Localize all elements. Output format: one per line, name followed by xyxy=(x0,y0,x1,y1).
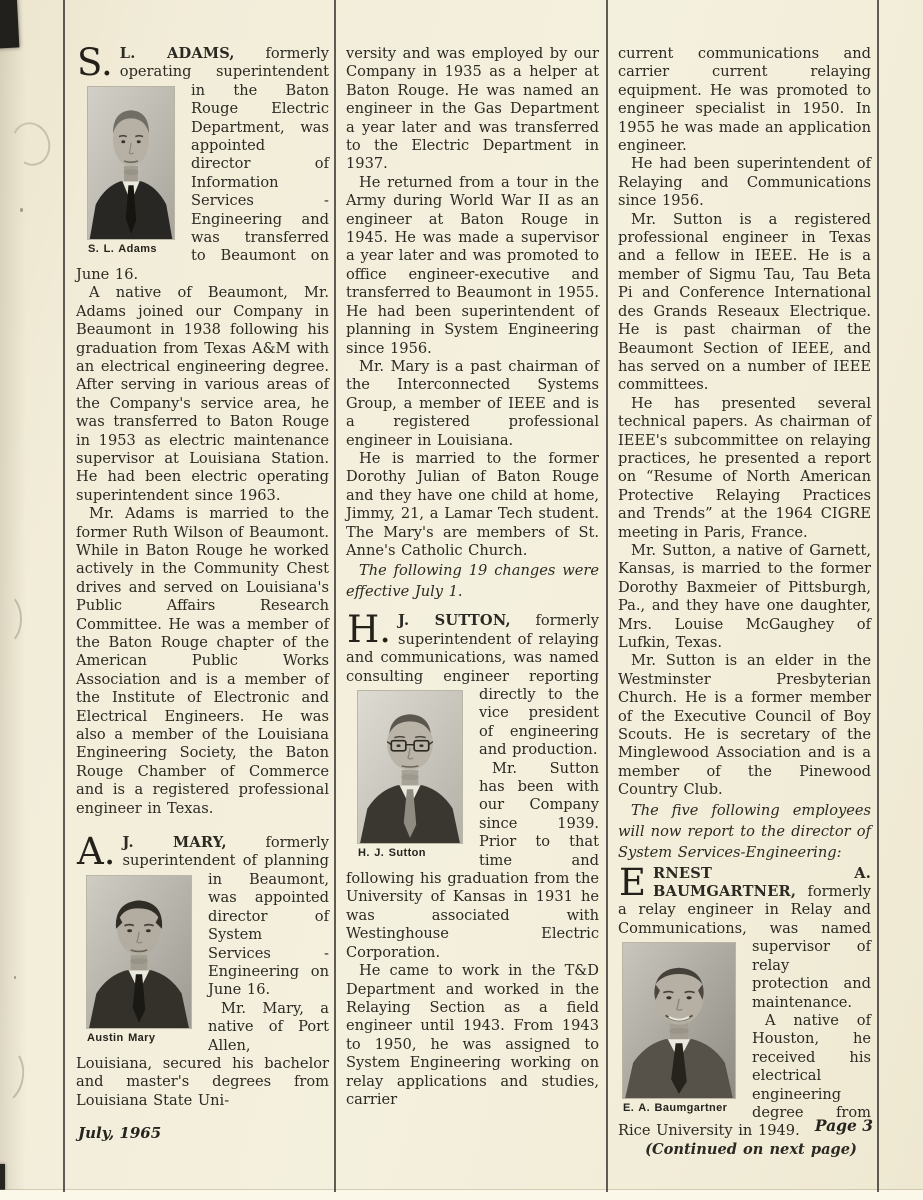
mary-intro-paragraph xyxy=(76,830,329,1044)
mary-paragraph-4: Mr. Mary is a past chairman of the Interconnected Systems Group, a member of IEEE and is a registered professional engineer in Louisiana. xyxy=(346,357,599,449)
mary-paragraph-5: He is married to the former Dorothy Julian of Baton Rouge and they have one child at home, Jimmy, 21, a Lamar Tech student. The Mary's are members of St. Anne's Catholic Church. xyxy=(346,449,599,559)
sutton-paragraph-4: He had been superintendent of Relaying and Communications since 1956. xyxy=(618,155,871,210)
scan-bottom-edge xyxy=(0,1190,923,1200)
column-divider-right xyxy=(877,0,879,1192)
photo-e-a-baumgartner xyxy=(623,943,735,1117)
photo-austin-mary xyxy=(87,876,191,1047)
article-baumgartner xyxy=(618,860,871,1141)
sutton-intro-paragraph xyxy=(346,608,599,859)
photo-caption-sutton: H. J. Sutton xyxy=(358,847,426,859)
scan-speck xyxy=(20,208,23,212)
footer-page-number: Page 3 xyxy=(814,1116,873,1135)
column-3 xyxy=(618,45,871,1159)
photo-s-l-adams xyxy=(88,87,174,258)
sutton-intro-post: to the vice president of engineering and production. xyxy=(479,686,599,759)
sutton-paragraph-7: Mr. Sutton, a native of Garnett, Kansas, is married to the former Dorothy Baxmeier of Pittsburgh, Pa., and they have one daughter, Mrs. Louise McGaughey of Lufkin, Texas. xyxy=(618,541,871,651)
column-1 xyxy=(76,41,330,1110)
article-sutton xyxy=(346,608,599,1109)
baumgartner-paragraph-2: A native of Houston, he received his electrical engineering degree from Rice University in 1949. xyxy=(618,1011,871,1140)
column-2 xyxy=(346,45,599,1109)
column-divider-2 xyxy=(606,0,608,1192)
mary-intro-post: Beaumont, was appointed director of System Services - Engineering on June 16. xyxy=(208,870,329,999)
photo-caption-mary: Austin Mary xyxy=(87,1031,156,1044)
mary-paragraph-3: He returned from a tour in the Army during World War II as an engineer at Baton Rouge in 1945. He was made a supervisor a year later and was promoted to office engineer-executive and transferred to Beaumont in 1955. He had been superintendent of planning in System Engineering since 1956. xyxy=(346,173,599,357)
portrait-mary-image xyxy=(87,876,191,1028)
scan-artifact-bottom-left xyxy=(0,1164,5,1190)
article-adams xyxy=(76,41,330,818)
sutton-paragraph-2: Mr. Sutton has been with our Company since 1939. Prior to that time and following his graduation from the University of Kansas in 1931 he was associated with Westinghouse Electric Corporation. xyxy=(346,759,599,961)
mary-continuation-paragraph: versity and was employed by our Company in 1935 as a helper at Baton Rouge. He was named an engineer in the Gas Department a year later and was transferred to the Electric Department in 1937. xyxy=(346,45,599,173)
adams-name-bold: L. ADAMS, xyxy=(119,45,235,62)
adams-intro-post: Baton Rouge Electric Department, was appointed director of Information Services - Engineering and was transferred to Beaumont on June 16. xyxy=(76,81,330,283)
sutton-continuation-paragraph: current communications and carrier current relaying equipment. He was promoted to engineer specialist in 1950. In 1955 he was made an application engineer. xyxy=(618,45,871,155)
footer-date: July, 1965 xyxy=(78,1124,162,1142)
editorial-notice-five-employees: The five following employees will now report to the director of System Services-Engineering: xyxy=(618,801,871,861)
adams-paragraph-2: A native of Beaumont, Mr. Adams joined our Company in Beaumont in 1938 following his graduation from Texas A&M with an electrical engineering degree. After serving in various areas of the Company's service area, he was transferred to Baton Rouge in 1953 as electric maintenance supervisor at Louisiana Station. He had been electric operating superintendent since 1963. xyxy=(76,284,329,504)
sutton-paragraph-8: Mr. Sutton is an elder in the Westminster Presbyterian Church. He is a former member of the Executive Council of Boy Scouts. He is secretary of the Minglewood Association and is a member of the Pinewood Country Club. xyxy=(618,652,871,799)
sutton-paragraph-6: He has presented several technical papers. As chairman of IEEE's subcommittee on relaying practices, he presented a report on “Resume of North American Protective Relaying Practices and Trends” at the 1964 CIGRE meeting in Paris, France. xyxy=(618,394,871,541)
dropcap-baumgartner: E xyxy=(619,860,647,904)
continued-notice: (Continued on next page) xyxy=(645,1140,857,1158)
portrait-sutton-image xyxy=(358,691,462,843)
editorial-notice-july1: The following 19 changes were effective July 1. xyxy=(346,562,599,601)
photo-caption-adams: S. L. Adams xyxy=(88,242,157,255)
adams-intro-pre: formerly operating superintendent in the xyxy=(119,45,329,99)
portrait-baumgartner-image xyxy=(623,943,735,1098)
scan-speck xyxy=(14,976,16,979)
scan-artifact-top-left xyxy=(0,0,19,49)
baumgartner-intro-pre: formerly a relay engineer in Relay and Communications, xyxy=(618,883,871,937)
adams-paragraph-3: Mr. Adams is married to the former Ruth Wilson of Beaumont. While in Baton Rouge he worked actively in the Community Chest drives and served on Louisiana's Public Affairs Research Committee. He was a member of the Baton Rouge chapter of the American Public Works Association and is a member of the Institute of Electronic and Electrical Engineers. He was also a member of the Louisiana Engineering Society, the Baton Rouge Chamber of Commerce and is a registered professional engineer in Texas. xyxy=(76,505,329,817)
column-divider-1 xyxy=(334,0,336,1192)
adams-intro-paragraph xyxy=(76,41,330,284)
sutton-intro-pre: formerly superintendent of relaying and communications, was named consulting engineer reporting directly xyxy=(346,612,599,703)
baumgartner-name-bold: RNEST A. BAUMGARTNER, xyxy=(653,864,871,901)
dropcap-mary: A. xyxy=(77,830,116,874)
portrait-adams-image xyxy=(88,87,174,239)
sutton-paragraph-5: Mr. Sutton is a registered professional engineer in Texas and a fellow in IEEE. He is a member of Sigmu Tau, Tau Beta Pi and Conference International des Grands Reseaux Electrique. He is past chairman of the Beaumont Section of IEEE, and has served on a number of IEEE committees. xyxy=(618,210,871,394)
dropcap-sutton: H. xyxy=(347,608,392,652)
baumgartner-intro-post: was named supervisor of relay protection and maintenance. xyxy=(752,919,871,1011)
sutton-name-bold: J. SUTTON, xyxy=(398,612,511,630)
mary-name-bold: J. MARY, xyxy=(122,834,227,852)
dropcap-adams: S. xyxy=(77,41,113,84)
article-mary xyxy=(76,830,329,1110)
photo-h-j-sutton xyxy=(358,691,462,862)
mary-paragraph-2: Mr. Mary, a native of Port Allen, Louisiana, secured his bachelor and master's degrees from Louisiana State Uni- xyxy=(76,999,329,1109)
mary-intro-pre: formerly superintendent of planning in xyxy=(122,834,329,888)
sutton-paragraph-3: He came to work in the T&D Department and worked in the Relaying Section as a field engineer until 1943. From 1943 to 1950, he was assigned to System Engineering working on relay applications and studies, carrier xyxy=(346,962,599,1108)
photo-caption-baumgartner: E. A. Baumgartner xyxy=(623,1102,728,1115)
column-divider-left xyxy=(63,0,65,1192)
